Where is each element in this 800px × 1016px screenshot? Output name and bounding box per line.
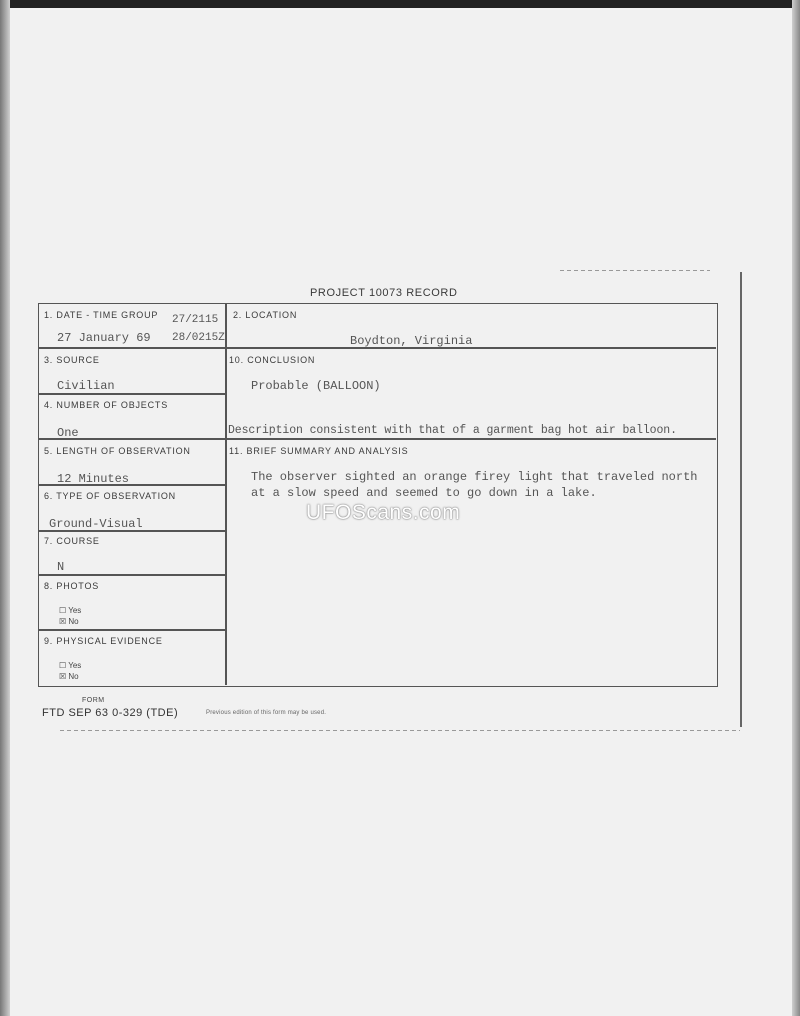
checkbox-empty-icon: ☐: [59, 606, 67, 615]
page-title: PROJECT 10073 RECORD: [310, 287, 458, 299]
scan-dashed-line: [560, 270, 710, 271]
source-label: 3. SOURCE: [44, 355, 100, 365]
summary-label: 11. BRIEF SUMMARY AND ANALYSIS: [229, 446, 409, 456]
watermark: UFOScans.com: [306, 501, 461, 524]
photos-yes-option: [59, 606, 81, 615]
scan-dashed-line: [60, 730, 740, 731]
location-label: 2. LOCATION: [233, 310, 298, 320]
length-of-observation-value: 12 Minutes: [57, 472, 130, 486]
time-group-line2: 28/0215Z: [172, 332, 225, 344]
date-label: 1. DATE - TIME GROUP: [44, 310, 159, 320]
conclusion-label: 10. CONCLUSION: [229, 355, 316, 365]
location-value: Boydton, Virginia: [350, 334, 473, 348]
row-divider: [39, 629, 226, 631]
checkbox-checked-icon: ☒: [59, 672, 67, 681]
checkbox-empty-icon: ☐: [59, 661, 67, 670]
physical-evidence-no-label: No: [68, 672, 79, 681]
length-of-observation-label: 5. LENGTH OF OBSERVATION: [44, 446, 191, 456]
scan-top-edge: [0, 0, 800, 8]
date-value: 27 January 69: [57, 331, 151, 345]
record-form: [38, 303, 718, 687]
physical-evidence-yes-label: Yes: [68, 661, 82, 670]
row-divider: [39, 574, 226, 576]
photos-label: 8. PHOTOS: [44, 581, 100, 591]
row-divider: [39, 438, 716, 440]
physical-evidence-no-option: [59, 672, 79, 681]
conclusion-description: Description consistent with that of a garment bag hot air balloon.: [228, 424, 677, 437]
number-of-objects-value: One: [57, 426, 79, 440]
scan-right-edge: [792, 0, 800, 1016]
photos-no-label: No: [68, 617, 79, 626]
number-of-objects-label: 4. NUMBER OF OBJECTS: [44, 400, 169, 410]
course-label: 7. COURSE: [44, 536, 100, 546]
type-of-observation-label: 6. TYPE OF OBSERVATION: [44, 491, 176, 501]
footer-note: Previous edition of this form may be used.: [206, 710, 327, 716]
physical-evidence-label: 9. PHYSICAL EVIDENCE: [44, 636, 163, 646]
physical-evidence-yes-option: [59, 661, 81, 670]
footer-form-label: FORM: [82, 697, 105, 704]
checkbox-checked-icon: ☒: [59, 617, 67, 626]
margin-mark: [740, 272, 742, 727]
row-divider: [39, 393, 226, 395]
footer-form-id: FTD SEP 63 0-329 (TDE): [42, 707, 179, 719]
scan-left-edge: [0, 0, 10, 1016]
photos-no-option: [59, 617, 79, 626]
conclusion-value: Probable (BALLOON): [251, 379, 381, 393]
photos-yes-label: Yes: [68, 606, 82, 615]
column-divider: [225, 304, 227, 685]
time-group-line1: 27/2115: [172, 314, 219, 326]
course-value: N: [57, 560, 65, 574]
summary-text: The observer sighted an orange firey light that traveled north at a slow speed and seemed to go down in a lake.: [251, 470, 698, 500]
source-value: Civilian: [57, 379, 115, 393]
type-of-observation-value: Ground-Visual: [49, 517, 143, 531]
